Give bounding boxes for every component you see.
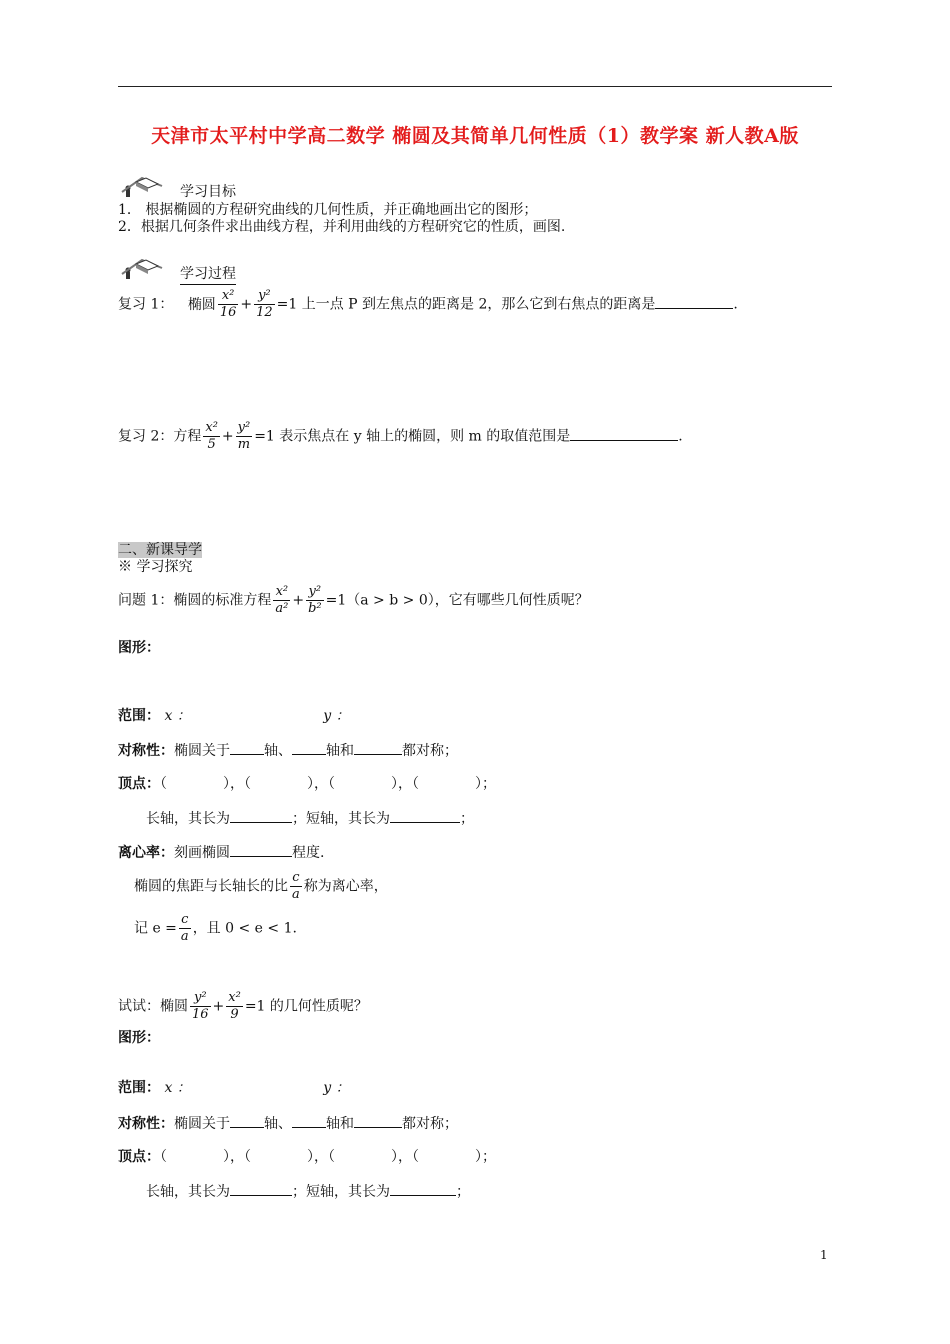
- book-reading-icon: [118, 252, 166, 280]
- answer-blank[interactable]: [655, 294, 733, 309]
- top-rule: [118, 86, 832, 87]
- review-2: 复习 2：方程 $\frac{\text{x²}}{5}$ + $\frac{\text{y²}}{m}$ =1 表示焦点在 y 轴上的椭圆，则 m 的取值范围是 .: [118, 420, 683, 452]
- review-1-label: 复习 1：: [118, 296, 174, 313]
- review-1: 复习 1： 椭圆 $\frac{\text{x²}}{16}$ + $\frac{\text{y²}}{12}$ =1 上一点 P 到左焦点的距离是 2，那么它到右焦点的距离是 .: [118, 288, 738, 320]
- page-number: 1: [820, 1248, 828, 1262]
- fraction: $\frac{\text{y²}}{16}$: [192, 990, 209, 1022]
- section-goals-heading: 学习目标: [180, 184, 236, 200]
- fraction: $\frac{c}{a}$: [292, 870, 300, 902]
- fraction: $\frac{\text{y²}}{m}$: [237, 420, 251, 452]
- axis-row: 长轴，其长为 ；短轴，其长为 ；: [146, 808, 474, 829]
- eccentricity-definition: 椭圆的焦距与长轴长的比 $\frac{c}{a}$ 称为离心率，: [134, 870, 388, 902]
- trial-question: 试试：椭圆 $\frac{\text{y²}}{16}$ + $\frac{\text{x²}}{9}$ =1 的几何性质呢？: [118, 990, 368, 1022]
- answer-blank[interactable]: [230, 1113, 264, 1128]
- symmetry-row: 对称性：椭圆关于 轴、 轴和 都对称；: [118, 1113, 458, 1134]
- fraction: $\frac{\text{x²}}{5}$: [205, 420, 218, 452]
- fraction: $\frac{\text{x²}}{\text{a²}}$: [275, 584, 289, 616]
- axis-row: 长轴，其长为 ；短轴，其长为 ；: [146, 1181, 470, 1202]
- figure-label: 图形：: [118, 1030, 160, 1046]
- fraction: $\frac{\text{x²}}{9}$: [228, 990, 241, 1022]
- answer-blank[interactable]: [390, 808, 460, 823]
- section-new-heading: 二、新课导学: [118, 542, 202, 558]
- range-row: 范围： x ： y ：: [118, 1080, 350, 1096]
- goal-item-1: 1． 根据椭圆的方程研究曲线的几何性质，并正确地画出它的图形；: [118, 202, 538, 218]
- vertex-row: 顶点：（ ），（ ），（ ），（ ）；: [118, 776, 496, 792]
- eccentricity-row: 离心率：刻画椭圆 程度.: [118, 842, 324, 863]
- eccentricity-note: 记 e = $\frac{c}{a}$ ，且 0 < e < 1.: [134, 912, 297, 944]
- page-title: 天津市太平村中学高二数学 椭圆及其简单几何性质（1）教学案 新人教A版: [151, 125, 799, 147]
- vertex-row: 顶点：（ ），（ ），（ ），（ ）；: [118, 1149, 496, 1165]
- explore-heading: ※ 学习探究: [118, 559, 193, 575]
- answer-blank[interactable]: [390, 1181, 456, 1196]
- answer-blank[interactable]: [230, 808, 292, 823]
- figure-label: 图形：: [118, 640, 160, 656]
- section-process-heading: 学习过程: [180, 264, 236, 285]
- fraction: $\frac{\text{y²}}{\text{b²}}$: [308, 584, 322, 616]
- goal-item-2: 2．根据几何条件求出曲线方程，并利用曲线的方程研究它的性质，画图.: [118, 219, 566, 235]
- answer-blank[interactable]: [570, 426, 678, 441]
- fraction: $\frac{\text{y²}}{12}$: [256, 288, 273, 320]
- answer-blank[interactable]: [292, 740, 326, 755]
- fraction: $\frac{c}{a}$: [180, 912, 189, 944]
- answer-blank[interactable]: [354, 740, 402, 755]
- answer-blank[interactable]: [354, 1113, 402, 1128]
- range-row: 范围： x ： y ：: [118, 708, 350, 724]
- symmetry-row: 对称性：椭圆关于 轴、 轴和 都对称；: [118, 740, 458, 761]
- review-2-label: 复习 2：: [118, 428, 174, 445]
- book-reading-icon: [118, 170, 166, 198]
- answer-blank[interactable]: [230, 842, 292, 857]
- answer-blank[interactable]: [230, 740, 264, 755]
- question-1: 问题 1：椭圆的标准方程 $\frac{\text{x²}}{\text{a²}}$ + $\frac{\text{y²}}{\text{b²}}$ =1（a > b > 0），它有哪些几何性质呢？: [118, 584, 589, 616]
- answer-blank[interactable]: [230, 1181, 292, 1196]
- answer-blank[interactable]: [292, 1113, 326, 1128]
- fraction: $\frac{\text{x²}}{16}$: [219, 288, 237, 320]
